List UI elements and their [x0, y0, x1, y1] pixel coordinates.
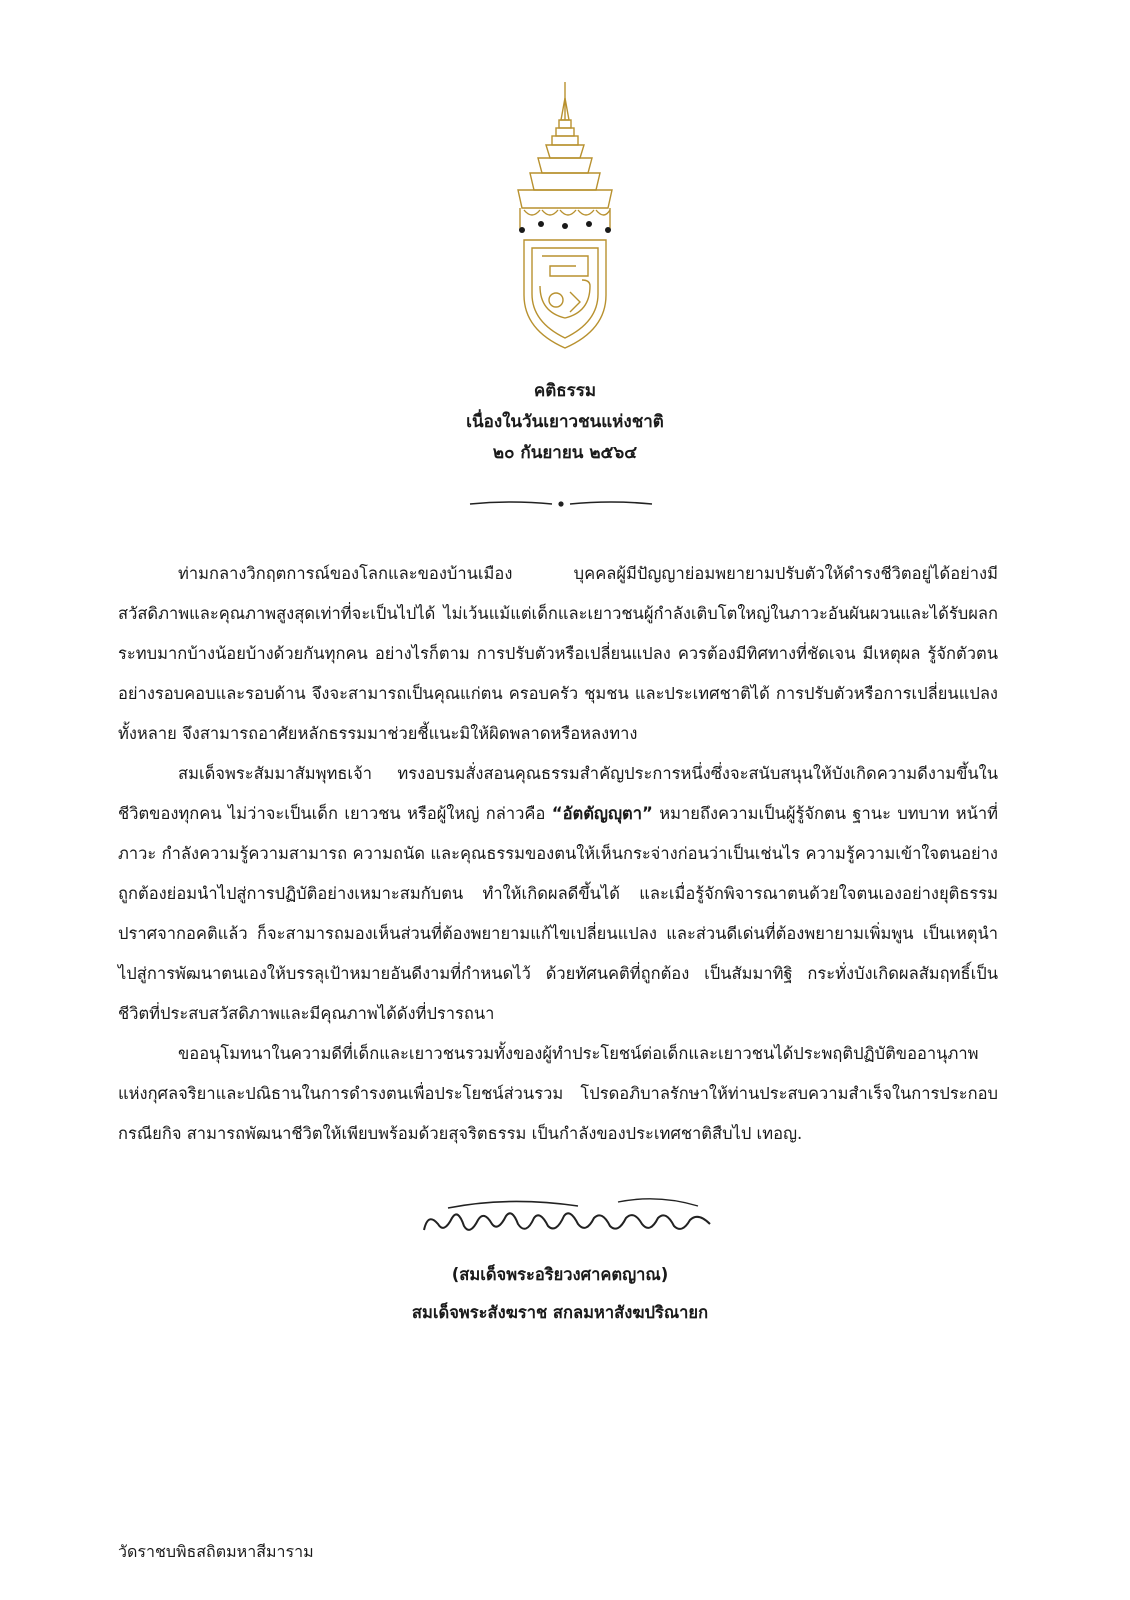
signatory-name: (สมเด็จพระอริยวงศาคตญาณ) [451, 1265, 669, 1284]
paragraph-2-end: หมายถึงความเป็นผู้รู้จักตน ฐานะ บทบาท หน้าที่ ภาวะ กำลังความรู้ความสามารถ ความถนัด และคุณธรรมของตนให้เห็นกระจ่างก่อนว่าเป็นเช่นไร ความรู้ความเข้าใจตนอย่างถูกต้องย่อมนำไปสู่การปฏิบัติอย่างเหมาะสมกับตน ทำให้เกิดผลดีขึ้นได้ และเมื่อรู้จักพิจารณาตนด้วยใจตนเองอย่างยุติธรรมปราศจากอคติแล้ว ก็จะสามารถมองเห็นส่วนที่ต้องพยายามแก้ไขเปลี่ยนแปลง และส่วนดีเด่นที่ต้องพยายามเพิ่มพูน เป็นเหตุนำไปสู่การพัฒนาตนเองให้บรรลุเป้าหมายอันดีงามที่กำหนดไว้ ด้วยทัศนคติที่ถูกต้อง เป็นสัมมาทิฐิ กระทั่งบังเกิดผลสัมฤทธิ์เป็นชีวิตที่ประสบสวัสดิภาพและมีคุณภาพได้ดังที่ปรารถนา [118, 804, 998, 1023]
date-line: ๒๐ กันยายน ๒๕๖๔ [492, 443, 638, 463]
signatory-title: สมเด็จพระสังฆราช สกลมหาสังฆปริณายก [411, 1303, 709, 1322]
document-title: คติธรรม [533, 381, 597, 401]
paragraph-3: ขออนุโมทนาในความดีที่เด็กและเยาวชนรวมทั้งของผู้ทำประโยชน์ต่อเด็กและเยาวชนได้ประพฤติปฏิบัติขออานุภาพแห่งกุศลจริยาและปณิธานในการดำรงตนเพื่อประโยชน์ส่วนรวม โปรดอภิบาลรักษาให้ท่านประสบความสำเร็จในการประกอบกรณียกิจ สามารถพัฒนาชีวิตให้เพียบพร้อมด้วยสุจริตธรรม เป็นกำลังของประเทศชาติสืบไป เทอญ. [118, 1044, 998, 1143]
royal-emblem-icon [510, 80, 620, 350]
letter-body [118, 554, 998, 1154]
key-term: “อัตตัญญุตา” [551, 804, 653, 823]
paragraph-1: ท่ามกลางวิกฤตการณ์ของโลกและของบ้านเมือง บุคคลผู้มีปัญญาย่อมพยายามปรับตัวให้ดำรงชีวิตอยู่ได้อย่างมีสวัสดิภาพและคุณภาพสูงสุดเท่าที่จะเป็นไปได้ ไม่เว้นแม้แต่เด็กและเยาวชนผู้กำลังเติบโตใหญ่ในภาวะอันผันผวนและได้รับผลกระทบมากบ้างน้อยบ้างด้วยกันทุกคน อย่างไรก็ตาม การปรับตัวหรือเปลี่ยนแปลง ควรต้องมีทิศทางที่ชัดเจน มีเหตุผล รู้จักตัวตนอย่างรอบคอบและรอบด้าน จึงจะสามารถเป็นคุณแก่ตน ครอบครัว ชุมชน และประเทศชาติได้ การปรับตัวหรือการเปลี่ยนแปลงทั้งหลาย จึงสามารถอาศัยหลักธรรมมาช่วยชี้แนะมิให้ผิดพลาดหรือหลงทาง [118, 564, 998, 743]
ornamental-divider [466, 498, 656, 510]
paragraph-2-start: สมเด็จพระสัมมาสัมพุทธเจ้า ทรงอบรมสั่งสอนคุณธรรมสำคัญประการหนึ่งซึ่งจะสนับสนุนให้บังเกิดความดีงามขึ้นในชีวิตของทุกคน ไม่ว่าจะเป็นเด็ก เยาวชน หรือผู้ใหญ่ กล่าวคือ [118, 764, 998, 823]
temple-name: วัดราชบพิธสถิตมหาสีมาราม [118, 1542, 314, 1561]
paragraph-2 [118, 754, 998, 1034]
occasion-line: เนื่องในวันเยาวชนแห่งชาติ [466, 412, 664, 432]
handwritten-signature [418, 1190, 718, 1250]
title-block [0, 376, 1130, 469]
